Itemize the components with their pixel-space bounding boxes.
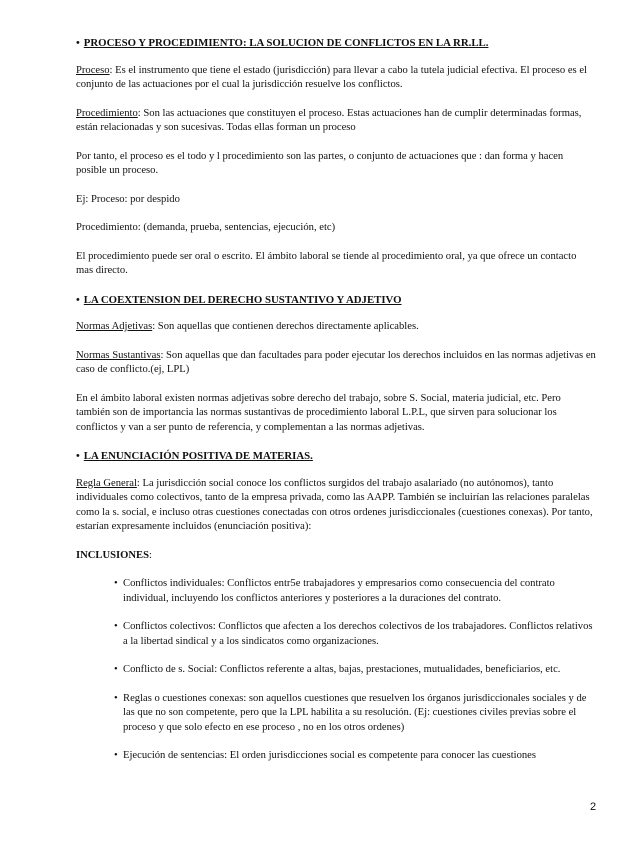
paragraph <box>76 349 596 378</box>
definition: : Es el instrumento que tiene el estado (jurisdicción) para llevar a cabo la tutela judicial efectiva. El proceso es el conjunto de las actuaciones por el cual la jurisdicción resuelve los conflictos. <box>76 64 587 90</box>
term: Procedimiento <box>76 107 138 119</box>
term: Normas Adjetivas <box>76 321 153 332</box>
paragraph: Por tanto, el proceso es el todo y l procedimiento son las partes, o conjunto de actuaciones que : dan forma y hacen posible un proceso. <box>76 150 564 176</box>
term: Regla General <box>76 477 137 489</box>
list-item-text: Conflictos colectivos: Conflictos que afecten a los derechos colectivos de los trabajadores. Conflictos relativos a la libertad sindical y a los sindicatos como organizaciones. <box>123 621 593 647</box>
bullet-icon: • <box>76 293 80 306</box>
list-item <box>114 749 596 764</box>
list-item <box>114 663 596 678</box>
heading-text: LA ENUNCIACIÓN POSITIVA DE MATERIAS. <box>83 450 313 462</box>
heading-text: PROCESO Y PROCEDIMIENTO: LA SOLUCION DE CONFLICTOS EN LA RR.LL. <box>83 37 489 49</box>
subheading-suffix: : <box>149 549 152 561</box>
page-number: 2 <box>590 801 597 813</box>
definition: : La jurisdicción social conoce los conflictos surgidos del trabajo asalariado (no autónomos), tanto individuales como colectivos, tanto de la empresa privada, como las AAPP. También se incluirían las relaciones paralelas como la s. social, e incluso otras cuestiones conectadas con otros ordenes jurisdiccionales (cuestiones conexas). Por tanto, estarían expresamente incluidos (enunciación positiva): <box>76 477 593 532</box>
paragraph: El procedimiento puede ser oral o escrito. El ámbito laboral se tiende al procedimiento oral, ya que ofrece un contacto mas directo. <box>76 250 577 276</box>
list-item <box>114 577 596 606</box>
definition: : Son aquellas que contienen derechos directamente aplicables. <box>152 321 419 332</box>
subheading <box>76 549 596 564</box>
bullet-icon: • <box>76 37 80 49</box>
section-heading <box>76 36 596 51</box>
list-item <box>114 692 596 736</box>
heading-text: LA COEXTENSION DEL DERECHO SUSTANTIVO Y ADJETIVO <box>83 293 402 306</box>
list-item-text: Conflictos individuales: Conflictos entr5e trabajadores y empresarios como consecuencia del contrato individual, incluyendo los conflictos anteriores y posteriores a la duraciones del contrato. <box>123 578 555 604</box>
paragraph: En el ámbito laboral existen normas adjetivas sobre derecho del trabajo, sobre S. Social, materia judicial, etc. Pero también son de importancia las normas sustantivas de procedimiento laboral L.P.L, que sirven para solucionar los conflictos y van a ser punto de referencia, y complementan a las normas adjetivas. <box>76 392 561 433</box>
paragraph: Ej: Proceso: por despido <box>76 193 180 205</box>
bullet-icon: • <box>114 750 118 761</box>
bullet-icon: • <box>114 578 118 589</box>
list-item-text: Conflicto de s. Social: Conflictos referente a altas, bajas, prestaciones, mutualidades, beneficiarios, etc. <box>123 664 561 675</box>
term: Normas Sustantivas <box>76 349 161 361</box>
paragraph <box>76 320 596 335</box>
inclusions-list <box>76 577 596 764</box>
bullet-icon: • <box>114 664 118 675</box>
paragraph <box>76 64 596 93</box>
term: Proceso <box>76 64 110 76</box>
bullet-icon: • <box>76 450 80 462</box>
section-heading <box>76 449 596 464</box>
paragraph <box>76 477 596 535</box>
list-item-text: Reglas o cuestiones conexas: son aquellos cuestiones que resuelven los órganos jurisdiccionales sociales y de las que no son competente, pero que la LPL habilita a su resolución. (Ej: cuestiones civiles previas sobre el proceso y que solo efecto en ese proceso , no en los otros ordenes) <box>123 692 587 733</box>
definition: : Son las actuaciones que constituyen el proceso. Estas actuaciones han de cumplir determinadas formas, están relacionadas y son sucesivas. Todas ellas forman un proceso <box>76 107 582 133</box>
paragraph: Procedimiento: (demanda, prueba, sentencias, ejecución, etc) <box>76 222 336 233</box>
definition: : Son aquellas que dan facultades para poder ejecutar los derechos incluidos en las normas adjetivas en caso de conflicto.(ej, LPL) <box>76 349 596 375</box>
section-heading <box>76 293 596 308</box>
list-item-text: Ejecución de sentencias: El orden jurisdicciones social es competente para conocer las cuestiones <box>123 750 536 761</box>
bullet-icon: • <box>114 621 118 632</box>
bullet-icon: • <box>114 692 118 704</box>
list-item <box>114 620 596 649</box>
paragraph <box>76 107 596 136</box>
page-content <box>76 36 596 778</box>
subheading-text: INCLUSIONES <box>76 549 150 561</box>
